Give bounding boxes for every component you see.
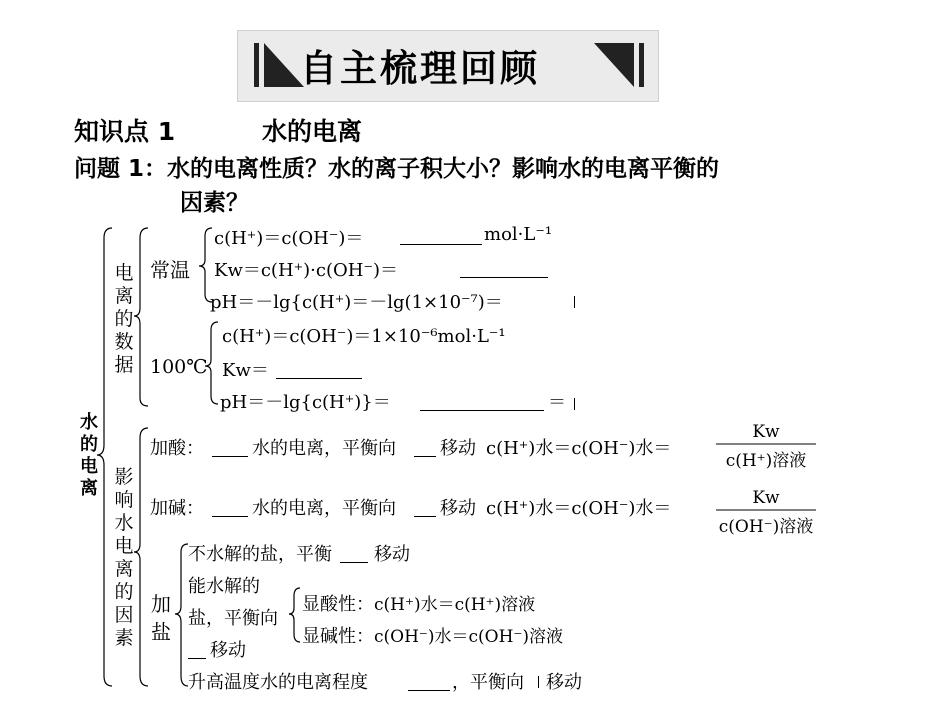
normal-line-1: c(H⁺)＝c(OH⁻)＝	[214, 228, 364, 249]
base-suffix: 移动	[440, 498, 476, 519]
basic-label: 显碱性：	[302, 626, 374, 647]
question-line-2: 因素？	[180, 190, 249, 216]
acidic-formula: c(H⁺)水＝c(H⁺)溶液	[374, 595, 536, 615]
hundred-ph-blank-2[interactable]	[574, 398, 575, 410]
data-section-label	[113, 262, 135, 377]
nonhydro-text: 不水解的盐，平衡	[188, 544, 332, 565]
factors-label	[113, 466, 135, 650]
acidic-label: 显酸性：	[302, 594, 374, 615]
question-line-1: 问题 1：水的电离性质？水的离子积大小？影响水的电离平衡的	[74, 156, 720, 182]
acid-effect-blank[interactable]	[212, 456, 248, 457]
hundred-kw-blank[interactable]	[276, 378, 362, 379]
banner-title: 自主梳理回顾	[300, 47, 540, 90]
hydro-direction-blank[interactable]	[188, 658, 206, 659]
normal-ch-blank[interactable]	[400, 244, 482, 245]
hundred-label: 100℃	[150, 356, 208, 378]
hydro-label-2: 盐，平衡向	[188, 608, 278, 629]
hydro-move: 移动	[210, 640, 246, 661]
normal-line-3: pH＝－lg{c(H⁺)＝－lg(1×10⁻⁷)＝	[210, 292, 503, 313]
temp-mid: ，平衡向	[452, 672, 524, 693]
hundred-equals: ＝	[548, 392, 566, 413]
salt-brace	[175, 544, 188, 686]
base-frac-den: c(OH⁻)溶液	[718, 517, 814, 537]
factors-brace	[134, 428, 148, 686]
normal-unit: mol·L⁻¹	[484, 224, 553, 245]
temp-direction-blank[interactable]	[538, 676, 539, 688]
hundred-line-1: c(H⁺)＝c(OH⁻)＝1×10⁻⁶mol·L⁻¹	[222, 326, 506, 347]
hundred-line-3: pH＝－lg{c(H⁺)}＝	[220, 392, 391, 413]
knowledge-title: 水的电离	[262, 117, 363, 146]
hundred-line-2: Kw＝	[222, 360, 269, 381]
salt-label	[150, 590, 172, 646]
normal-temp-label: 常温	[150, 258, 190, 282]
temp-degree-blank[interactable]	[408, 690, 450, 691]
salt-label-text: 加盐	[151, 592, 171, 644]
hydro-label-1: 能水解的	[188, 576, 260, 597]
normal-line-2: Kw＝c(H⁺)·c(OH⁻)＝	[214, 260, 398, 281]
data-brace	[134, 228, 148, 406]
nonhydro-blank[interactable]	[340, 562, 368, 563]
base-formula: c(H⁺)水＝c(OH⁻)水＝	[486, 498, 672, 519]
basic-formula: c(OH⁻)水＝c(OH⁻)溶液	[374, 627, 564, 647]
acid-direction-blank[interactable]	[414, 456, 436, 457]
root-label-text: 水的电离	[80, 412, 98, 499]
data-section-label-text: 电离的数据	[114, 262, 134, 376]
base-mid: 水的电离，平衡向	[252, 498, 396, 519]
normal-kw-blank[interactable]	[460, 277, 548, 278]
knowledge-label: 知识点 1	[74, 117, 176, 146]
acid-frac-den: c(H⁺)溶液	[725, 451, 807, 471]
normal-ph-blank[interactable]	[574, 296, 575, 308]
base-prefix: 加碱：	[150, 498, 204, 519]
base-effect-blank[interactable]	[212, 516, 248, 517]
hundred-ph-blank-1[interactable]	[420, 410, 544, 411]
acid-frac-num: Kw	[752, 422, 780, 442]
base-frac-num: Kw	[752, 488, 780, 508]
temp-text: 升高温度水的电离程度	[188, 672, 368, 693]
factors-label-text: 影响水电离的因素	[114, 466, 134, 649]
hydrolysis-brace	[289, 588, 300, 642]
base-direction-blank[interactable]	[414, 516, 436, 517]
temp-suffix: 移动	[546, 672, 582, 693]
acid-mid: 水的电离，平衡向	[252, 438, 396, 459]
root-label	[78, 412, 100, 500]
acid-suffix: 移动	[440, 438, 476, 459]
acid-prefix: 加酸：	[150, 438, 204, 459]
nonhydro-suffix: 移动	[374, 544, 410, 565]
acid-formula: c(H⁺)水＝c(OH⁻)水＝	[486, 438, 672, 459]
